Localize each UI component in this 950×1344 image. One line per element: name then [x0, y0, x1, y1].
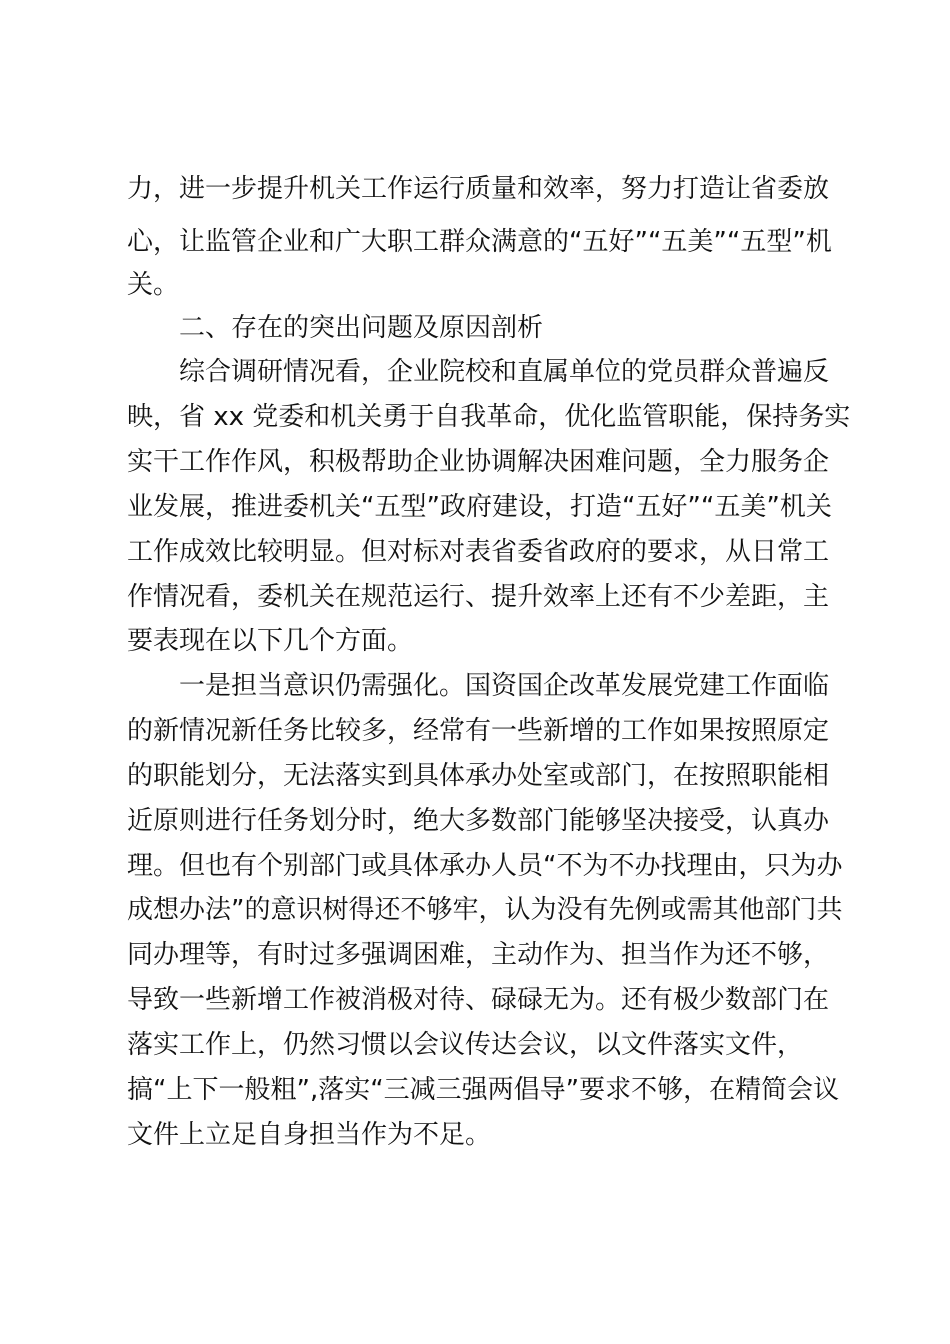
- body-text-line: 成想办法”的意识树得还不够牢，认为没有先例或需其他部门共: [127, 895, 843, 925]
- body-text-line: 工作成效比较明显。但对标对表省委省政府的要求，从日常工: [127, 537, 830, 567]
- body-text-line: 的职能划分，无法落实到具体承办处室或部门，在按照职能相: [127, 761, 830, 791]
- body-text-line: 文件上立足自身担当作为不足。: [127, 1120, 492, 1150]
- section-heading: 二、存在的突出问题及原因剖析: [179, 313, 544, 343]
- body-text-line: 作情况看，委机关在规范运行、提升效率上还有不少差距，主: [127, 582, 830, 612]
- paragraph-first-line: 一是担当意识仍需强化。国资国企改革发展党建工作面临: [179, 671, 830, 701]
- body-text-line: 落实工作上，仍然习惯以会议传达会议，以文件落实文件，: [127, 1030, 804, 1060]
- body-text-line: 心，让监管企业和广大职工群众满意的“五好”“五美”“五型”机: [127, 227, 832, 257]
- body-text-line: 同办理等，有时过多强调困难，主动作为、担当作为还不够，: [127, 940, 830, 970]
- body-text-line: 的新情况新任务比较多，经常有一些新增的工作如果按照原定: [127, 716, 830, 746]
- body-text-line: 近原则进行任务划分时，绝大多数部门能够坚决接受，认真办: [127, 806, 830, 836]
- body-text-line: 业发展，推进委机关“五型”政府建设，打造“五好”“五美”机关: [127, 492, 832, 522]
- body-text-line: 关。: [127, 270, 180, 300]
- body-text-line: 理。但也有个别部门或具体承办人员“不为不办找理由，只为办: [127, 851, 843, 881]
- body-text-line: 搞“上下一般粗”,落实“三减三强两倡导”要求不够，在精简会议: [127, 1075, 840, 1105]
- body-text-line: 力，进一步提升机关工作运行质量和效率，努力打造让省委放: [127, 174, 830, 204]
- body-text-line: 导致一些新增工作被消极对待、碌碌无为。还有极少数部门在: [127, 985, 830, 1015]
- paragraph-first-line: 综合调研情况看，企业院校和直属单位的党员群众普遍反: [179, 357, 830, 387]
- body-text-line: 映，省 xx 党委和机关勇于自我革命，优化监管职能，保持务实: [127, 402, 851, 432]
- body-text-line: 要表现在以下几个方面。: [127, 626, 414, 656]
- body-text-line: 实干工作作风，积极帮助企业协调解决困难问题，全力服务企: [127, 447, 830, 477]
